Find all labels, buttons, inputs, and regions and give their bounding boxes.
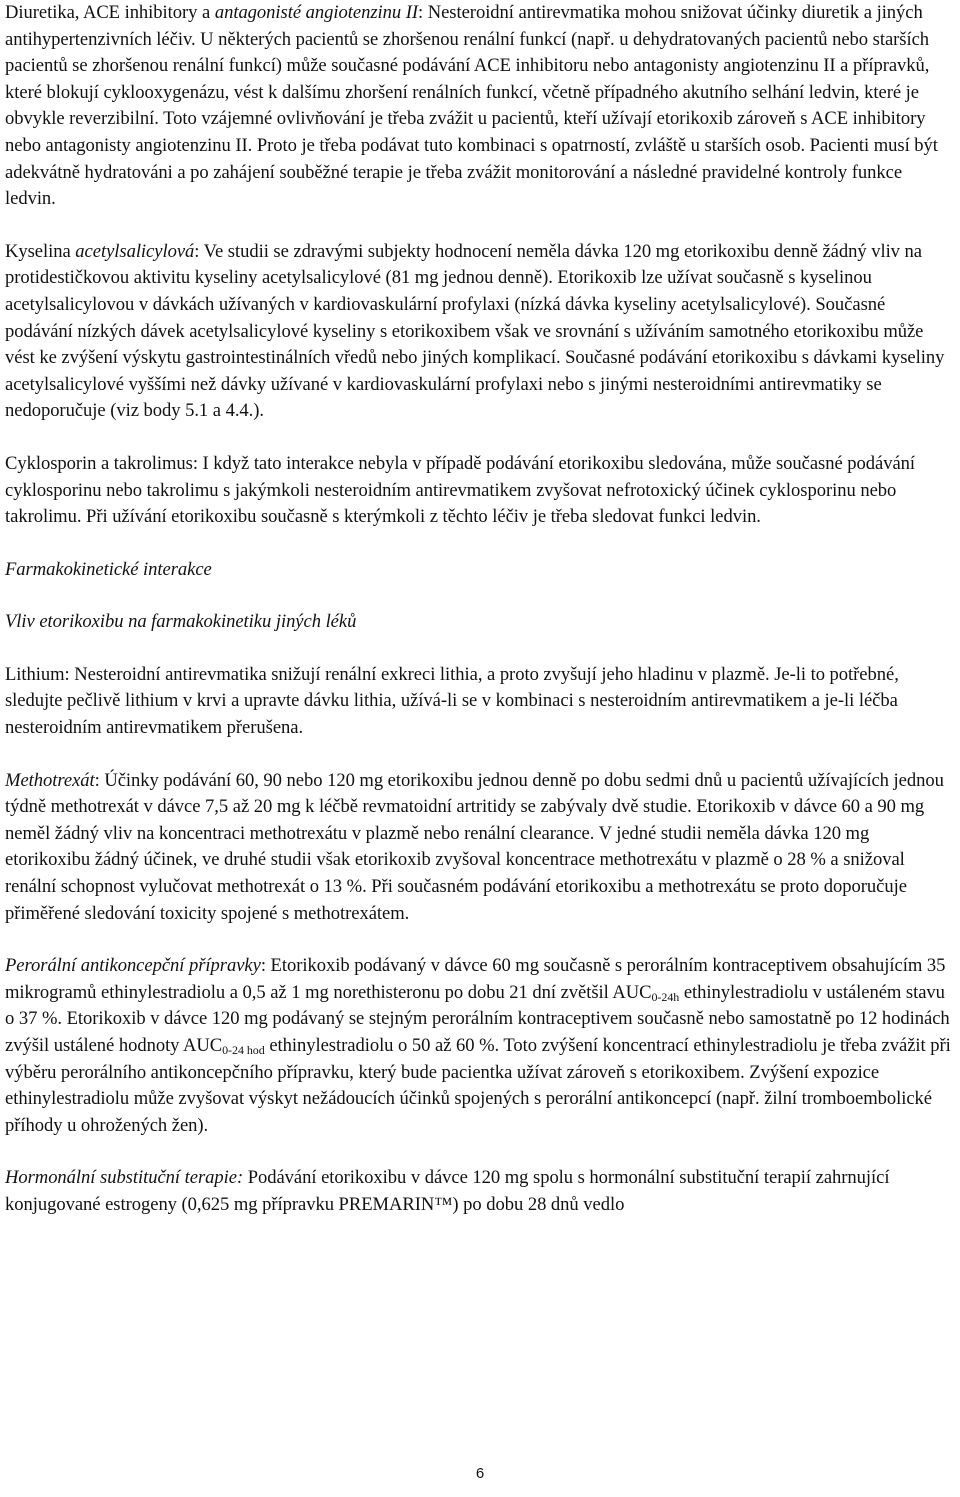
paragraph-body: Cyklosporin a takrolimus: I když tato interakce nebyla v případě podávání etorikoxibu sledována, může současné podávání cyklosporinu nebo takrolimu s jakýmkoli nesteroidním antirevmatikem zvyšovat nefrotoxický účinek cyklosporinu nebo takrolimu. Při užívání etorikoxibu současně s kterýmkoli z těchto léčiv je třeba sledovat funkci ledvin. xyxy=(5,452,916,528)
paragraph-lead: Kyselina xyxy=(5,240,76,262)
page-number: 6 xyxy=(475,1465,485,1482)
subsection-heading-effect: Vliv etorikoxibu na farmakokinetiku jiných léků xyxy=(5,611,357,633)
paragraph-term: antagonisté angiotenzinu II xyxy=(214,2,418,23)
document-page xyxy=(5,0,957,1245)
paragraph-oral-contraceptives xyxy=(5,953,957,1139)
paragraph-body: : Nesteroidní antirevmatika mohou snižovat účinky diuretik a jiných antihypertenzivních léčiv. U některých pacientů se zhoršenou renální funkcí (např. u dehydratovaných pacientů nebo starších pacientů se zhoršenou renální funkcí) může současné podávání ACE inhibitoru nebo antagonisty angiotenzinu II a přípravků, které blokují cyklooxygenázu, vést k dalšímu zhoršení renálních funkcí, včetně případného akutního selhání ledvin, které je obvykle reverzibilní. Toto vzájemné ovlivňování je třeba zvážit u pacientů, kteří užívají etorikoxib zároveň s ACE inhibitory nebo antagonisty angiotenzinu II. Proto je třeba podávat tuto kombinaci s opatrností, zvláště u starších osob. Pacienti musí být adekvátně hydratováni a po zahájení souběžné terapie je třeba zvážit monitorování a následné pravidelné kontroly funkce ledvin. xyxy=(5,2,938,210)
auc-subscript-a: 0-24h xyxy=(651,989,680,1004)
paragraph-lead: Diuretika, ACE inhibitory a xyxy=(5,2,215,23)
paragraph-acetylsalicylic-acid xyxy=(5,239,957,425)
paragraph-body: Lithium: Nesteroidní antirevmatika snižují renální exkreci lithia, a proto zvyšují jeho hladinu v plazmě. Je-li to potřebné, sledujte pečlivě lithium v krvi a upravte dávku lithia, užívá-li se v kombinaci s nesteroidním antirevmatikem a je-li léčba nesteroidním antirevmatikem přerušena. xyxy=(5,663,899,739)
paragraph-body-a: : Etorikoxib podávaný v dávce 60 mg současně s perorálním kontraceptivem obsahujícím 35 mikrogramů ethinylestradiolu a 0,5 až 1 mg norethisteronu po dobu 21 dní zvětšil AUC xyxy=(5,955,946,1003)
paragraph-body-c: ethinylestradiolu o 50 až 60 %. Toto zvýšení koncentrací ethinylestradiolu je třeba zvážit při výběru perorálního antikoncepčního přípravku, který bude pacientka užívat zároveň s etorikoxibem. Zvýšení expozice ethinylestradiolu může zvyšovat výskyt nežádoucích účinků spojených s perorální antikoncepcí (např. žilní tromboembolické příhody u ohrožených žen). xyxy=(5,1035,951,1136)
paragraph-diuretics xyxy=(5,0,957,213)
paragraph-body: Podávání etorikoxibu v dávce 120 mg spolu s hormonální substituční terapií zahrnující konjugované estrogeny (0,625 mg přípravku PREMARIN™) po dobu 28 dnů vedlo xyxy=(5,1167,890,1215)
paragraph-body: : Ve studii se zdravými subjekty hodnocení neměla dávka 120 mg etorikoxibu denně žádný vliv na protidestičkovou aktivitu kyseliny acetylsalicylové (81 mg jednou denně). Etorikoxib lze užívat současně s kyselinou acetylsalicylovou v dávkách užívaných v kardiovaskulární profylaxi (nízká dávka kyseliny acetylsalicylové). Současné podávání nízkých dávek acetylsalicylové kyseliny s etorikoxibem však ve srovnání s užíváním samotného etorikoxibu může vést ke zvýšení výskytu gastrointestinálních vředů nebo jiných komplikací. Současné podávání etorikoxibu s dávkami kyseliny acetylsalicylové vyššími než dávky užívané v kardiovaskulární profylaxi nebo s jinými nesteroidními antirevmatiky se nedoporučuje (viz body 5.1 a 4.4.). xyxy=(5,240,945,422)
paragraph-term: Methotrexát xyxy=(5,769,95,791)
section-heading-pharmacokinetic: Farmakokinetické interakce xyxy=(5,558,212,580)
paragraph-cyclosporin xyxy=(5,451,957,531)
paragraph-term: Perorální antikoncepční přípravky xyxy=(5,955,261,977)
paragraph-term: Hormonální substituční terapie: xyxy=(5,1167,244,1189)
paragraph-hormone-therapy xyxy=(5,1165,957,1218)
paragraph-body: : Účinky podávání 60, 90 nebo 120 mg etorikoxibu jednou denně po dobu sedmi dnů u pacientů užívajících jednou týdně methotrexát v dávce 7,5 až 20 mg k léčbě revmatoidní artritidy se zabývaly dvě studie. Etorikoxib v dávce 60 a 90 mg neměl žádný vliv na koncentraci methotrexátu v plazmě nebo renální clearance. V jedné studii neměla dávka 120 mg etorikoxibu žádný účinek, ve druhé studii však etorikoxib zvyšoval koncentrace methotrexátu v plazmě o 28 % a snižoval renální schopnost vylučovat methotrexát o 13 %. Při současném podávání etorikoxibu a methotrexátu se proto doporučuje přiměřené sledování toxicity spojené s methotrexátem. xyxy=(5,769,944,924)
paragraph-methotrexate xyxy=(5,768,957,928)
paragraph-body-b: ethinylestradiolu v ustáleném stavu o 37 %. Etorikoxib v dávce 120 mg podávaný se stejným perorálním kontraceptivem současně nebo samostatně po 12 hodinách zvýšil ustálené hodnoty AUC xyxy=(5,981,950,1056)
paragraph-term: acetylsalicylová xyxy=(75,240,195,262)
paragraph-lithium xyxy=(5,662,957,742)
auc-subscript-b: 0-24 hod xyxy=(222,1043,265,1057)
